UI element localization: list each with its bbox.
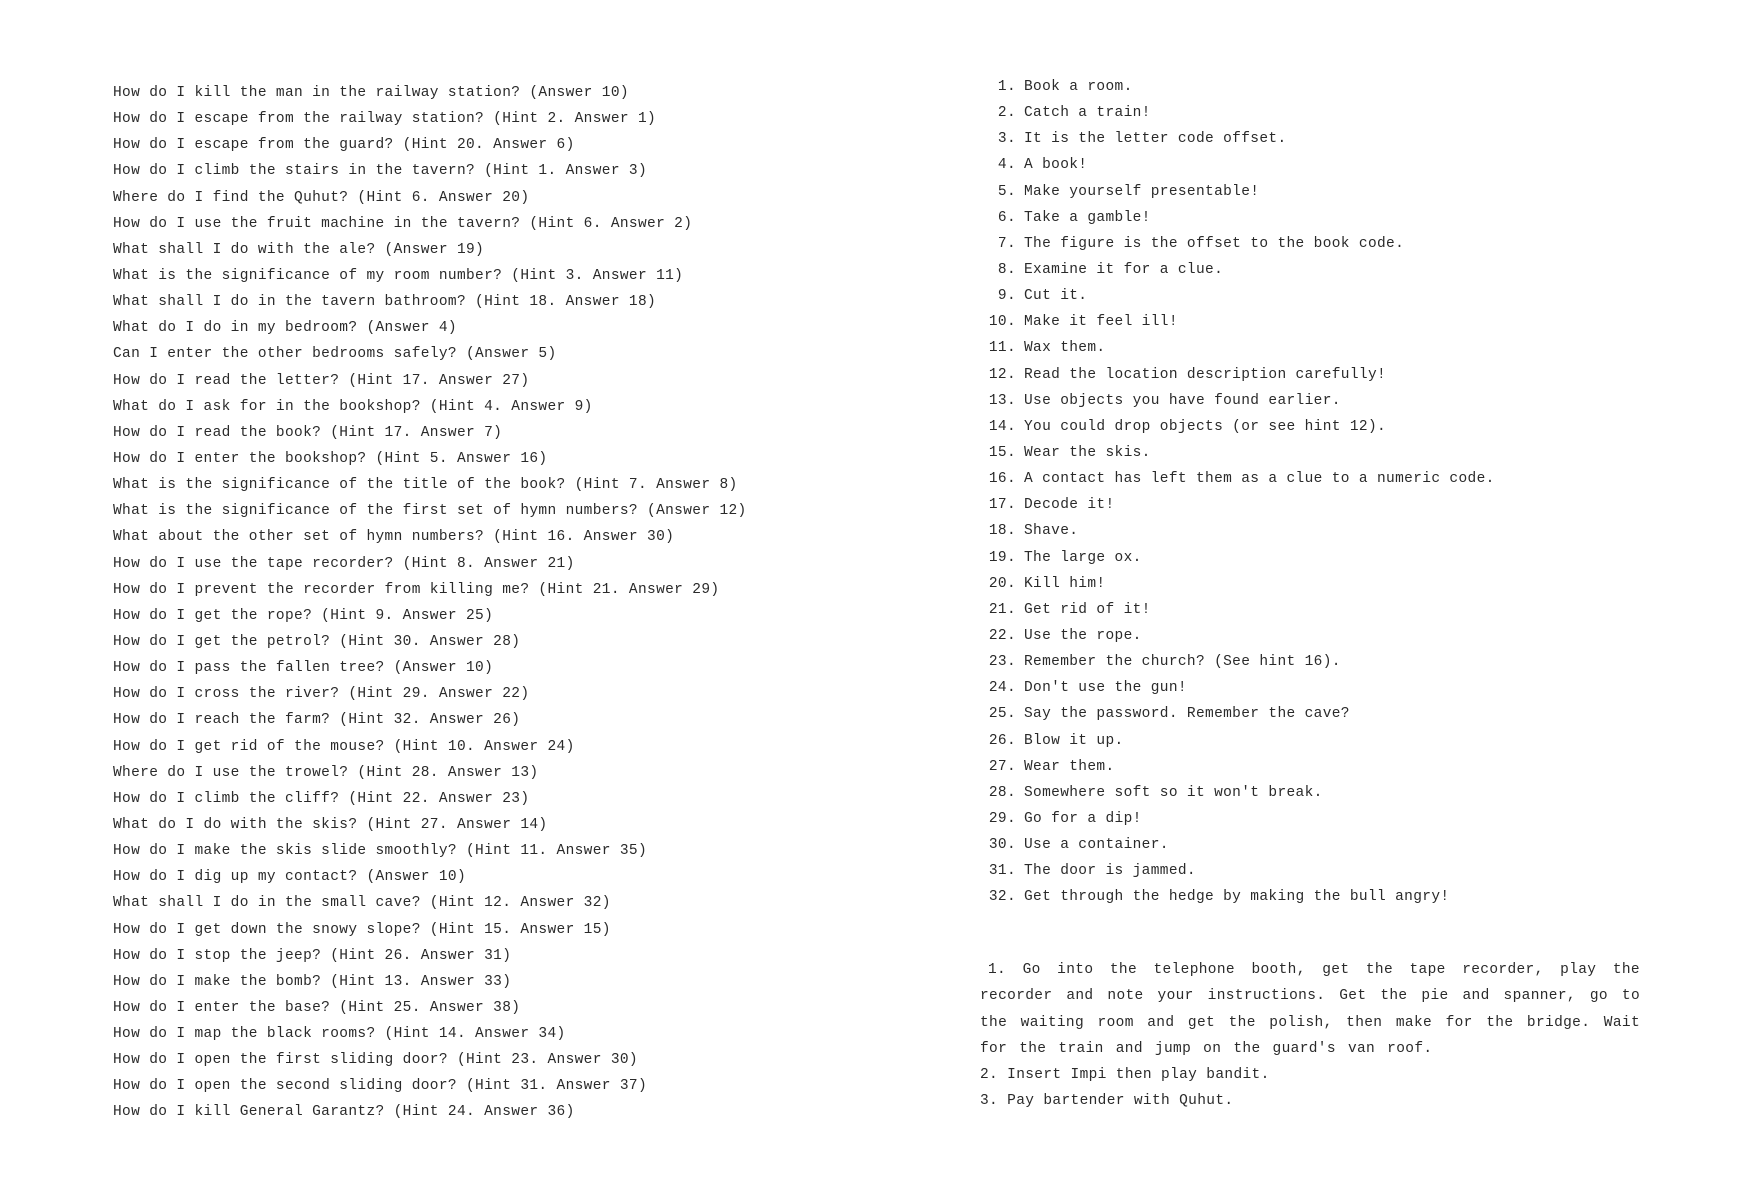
question-item: How do I open the second sliding door? (Hint 31. Answer 37) [113,1078,648,1095]
hint-item [980,126,1495,152]
hints-answers-page [870,0,1741,1200]
hint-item [980,492,1495,518]
hint-text: You could drop objects (or see hint 12). [1024,418,1387,435]
hint-item [980,100,1495,126]
hint-item [980,231,1495,257]
hint-number: 7. [997,235,1016,252]
hint-item [980,623,1495,649]
question-item: How do I use the fruit machine in the tavern? (Hint 6. Answer 2) [113,215,693,232]
hint-text: Catch a train! [1024,105,1151,122]
hint-text: Blow it up. [1024,732,1124,749]
hint-text: Wear them. [1024,758,1115,775]
hint-number: 27. [988,758,1016,775]
hint-text: Use a container. [1024,837,1169,854]
hint-item [980,806,1495,832]
hint-text: Shave. [1024,523,1079,540]
hint-text: Read the location description carefully! [1024,366,1387,383]
question-item: How do I prevent the recorder from killing me? (Hint 21. Answer 29) [113,581,720,598]
hint-number: 6. [997,209,1016,226]
hint-text: Use the rope. [1024,627,1142,644]
hint-text: Wear the skis. [1024,444,1151,461]
hint-text: The large ox. [1024,549,1142,566]
question-item: How do I make the bomb? (Hint 13. Answer 33) [113,973,512,990]
question-item: What is the significance of the first set of hymn numbers? (Answer 12) [113,503,747,520]
hint-text: Take a gamble! [1024,209,1151,226]
hint-item [980,545,1495,571]
hint-text: A book! [1024,157,1088,174]
hint-text: Book a room. [1024,79,1133,95]
hint-text: The door is jammed. [1024,863,1196,880]
question-item: How do I escape from the guard? (Hint 20. Answer 6) [113,137,575,154]
questions-page [0,0,870,1200]
hint-item [980,571,1495,597]
hint-text: Make it feel ill! [1024,314,1178,331]
hint-number: 19. [988,549,1016,566]
question-item: How do I kill General Garantz? (Hint 24. Answer 36) [113,1104,575,1121]
hint-number: 26. [988,732,1016,749]
hint-number: 20. [988,575,1016,592]
answer-item: 3. Pay bartender with Quhut. [980,1093,1234,1110]
hint-item [980,388,1495,414]
hint-text: Use objects you have found earlier. [1024,392,1341,409]
question-item: How do I enter the bookshop? (Hint 5. Answer 16) [113,450,548,467]
hint-item [980,649,1495,675]
question-item: How do I get down the snowy slope? (Hint 15. Answer 15) [113,921,611,938]
question-item: How do I enter the base? (Hint 25. Answer 38) [113,999,521,1016]
question-item: How do I get the petrol? (Hint 30. Answer 28) [113,633,521,650]
question-item: How do I read the letter? (Hint 17. Answer 27) [113,372,530,389]
question-item: How do I read the book? (Hint 17. Answer 7) [113,424,503,441]
question-item: What do I ask for in the bookshop? (Hint 4. Answer 9) [113,398,593,415]
hint-item [980,884,1495,910]
question-item: How do I map the black rooms? (Hint 14. Answer 34) [113,1026,566,1043]
question-item: What shall I do in the tavern bathroom? (Hint 18. Answer 18) [113,294,657,311]
question-item: What do I do in my bedroom? (Answer 4) [113,320,457,337]
hint-number: 12. [988,366,1016,383]
hint-number: 14. [988,418,1016,435]
hint-text: Cut it. [1024,288,1088,305]
hint-number: 15. [988,444,1016,461]
question-item: How do I climb the stairs in the tavern? (Hint 1. Answer 3) [113,163,648,180]
hint-number: 24. [988,680,1016,697]
hint-item [980,858,1495,884]
question-item: How do I get the rope? (Hint 9. Answer 25) [113,607,494,624]
hint-number: 25. [988,706,1016,723]
question-item: How do I use the tape recorder? (Hint 8. Answer 21) [113,555,575,572]
hint-item [980,309,1495,335]
hint-text: The figure is the offset to the book code. [1024,235,1405,252]
question-item: What shall I do in the small cave? (Hint 12. Answer 32) [113,895,611,912]
answer-item: 2. Insert Impi then play bandit. [980,1067,1270,1084]
hint-list [980,74,1495,911]
question-item: How do I open the first sliding door? (Hint 23. Answer 30) [113,1052,638,1069]
hint-text: Wax them. [1024,340,1106,357]
hint-number: 3. [997,131,1016,148]
question-list [113,80,747,1126]
hint-item [980,362,1495,388]
hint-number: 28. [988,784,1016,801]
hint-item [980,283,1495,309]
question-item: How do I pass the fallen tree? (Answer 10) [113,660,494,677]
hint-text: Say the password. Remember the cave? [1024,706,1350,723]
hint-text: Go for a dip! [1024,810,1142,827]
hint-number: 10. [988,314,1016,331]
hint-item [980,597,1495,623]
hint-item [980,335,1495,361]
hint-item [980,257,1495,283]
hint-item [980,152,1495,178]
answer-item: 1. Go into the telephone booth, get the tape recorder, play the recorder and note your instructions. Get the pie and spanner, go to the waiting room and get the polish, then make for the bridge. Wait for the train and jump on the guard's van roof. [980,962,1640,1057]
question-item: How do I cross the river? (Hint 29. Answer 22) [113,686,530,703]
hint-item [980,440,1495,466]
hint-number: 23. [988,654,1016,671]
hint-text: Decode it! [1024,497,1115,514]
hint-item [980,179,1495,205]
hint-number: 29. [988,810,1016,827]
hint-number: 32. [988,889,1016,906]
hint-number: 18. [988,523,1016,540]
hint-text: Somewhere soft so it won't break. [1024,784,1323,801]
question-item: What is the significance of my room number? (Hint 3. Answer 11) [113,267,684,284]
question-item: How do I get rid of the mouse? (Hint 10. Answer 24) [113,738,575,755]
hint-text: It is the letter code offset. [1024,131,1287,148]
hint-number: 21. [988,601,1016,618]
hint-number: 17. [988,497,1016,514]
hint-text: Kill him! [1024,575,1106,592]
question-item: What shall I do with the ale? (Answer 19) [113,241,485,258]
hint-text: Remember the church? (See hint 16). [1024,654,1341,671]
question-item: How do I kill the man in the railway station? (Answer 10) [113,85,629,101]
hint-number: 11. [988,340,1016,357]
question-item: How do I reach the farm? (Hint 32. Answer 26) [113,712,521,729]
hint-item [980,728,1495,754]
hint-number: 16. [988,471,1016,488]
hint-item [980,675,1495,701]
hint-number: 31. [988,863,1016,880]
question-item: What do I do with the skis? (Hint 27. Answer 14) [113,816,548,833]
hint-number: 22. [988,627,1016,644]
hint-number: 9. [997,288,1016,305]
hint-item [980,754,1495,780]
question-item: What is the significance of the title of the book? (Hint 7. Answer 8) [113,477,738,494]
answer-list [980,957,1640,1115]
hint-text: Examine it for a clue. [1024,261,1224,278]
hint-number: 1. [997,79,1016,95]
hint-number: 5. [997,183,1016,200]
hint-text: Get through the hedge by making the bull angry! [1024,889,1450,906]
hint-number: 4. [997,157,1016,174]
question-item: What about the other set of hymn numbers? (Hint 16. Answer 30) [113,529,675,546]
question-item: How do I climb the cliff? (Hint 22. Answer 23) [113,790,530,807]
hint-item [980,780,1495,806]
hint-number: 8. [997,261,1016,278]
question-item: How do I dig up my contact? (Answer 10) [113,869,467,886]
question-item: How do I stop the jeep? (Hint 26. Answer 31) [113,947,512,964]
hint-number: 13. [988,392,1016,409]
hint-number: 30. [988,837,1016,854]
hint-item [980,518,1495,544]
hint-text: Get rid of it! [1024,601,1151,618]
question-item: Can I enter the other bedrooms safely? (Answer 5) [113,346,557,363]
hint-item [980,74,1495,100]
hint-item [980,832,1495,858]
question-item: Where do I use the trowel? (Hint 28. Answer 13) [113,764,539,781]
question-item: Where do I find the Quhut? (Hint 6. Answer 20) [113,189,530,206]
hint-text: A contact has left them as a clue to a numeric code. [1024,471,1495,488]
hint-item [980,205,1495,231]
question-item: How do I escape from the railway station? (Hint 2. Answer 1) [113,111,657,128]
hint-text: Make yourself presentable! [1024,183,1260,200]
hint-item [980,701,1495,727]
hint-number: 2. [997,105,1016,122]
hint-item [980,414,1495,440]
hint-item [980,466,1495,492]
question-item: How do I make the skis slide smoothly? (Hint 11. Answer 35) [113,843,648,860]
hint-text: Don't use the gun! [1024,680,1187,697]
